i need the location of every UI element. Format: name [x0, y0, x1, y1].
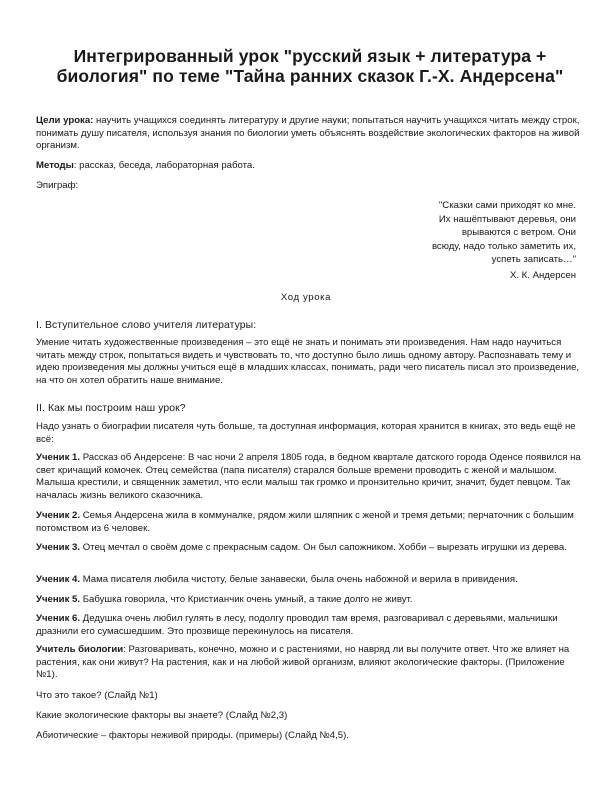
document-title: Интегрированный урок "русский язык + литература + биология" по теме "Тайна ранних сказок Г.-Х. Андерсена" [56, 46, 564, 86]
student-5-label: Ученик 5. [36, 594, 81, 605]
epigraph-quote [326, 199, 576, 267]
student-2-text: Семья Андерсена жила в коммуналке, рядом жили шляпник с женой и тремя детьми; перчаточник с большим потомством из 6 человек. [36, 510, 574, 534]
section2-heading: II. Как мы построим наш урок? [36, 403, 186, 414]
epigraph-label: Эпиграф: [36, 180, 79, 191]
goals-label: Цели урока: [36, 115, 94, 126]
student-4-text: Мама писателя любила чистоту, белые занавески, была очень набожной и верила в привидения. [80, 574, 518, 585]
section1-text: Умение читать художественные произведения – это ещё не знать и понимать эти произведения. Нам надо научиться читать между строк, попытаться видеть и чувствовать то, что доступно было лишь одному автору. Распознавать тему и идею произведения мы должны учиться ещё в младших классах, понимать, ради чего писатель писал это произведение, на что он хотел обратить наше внимание. [36, 337, 580, 386]
student-1-text: Рассказ об Андерсене: В час ночи 2 апреля 1805 года, в бедном квартале датского города Оденсе появился на свет кричащий комочек. Отец семейства (папа писателя) старался больше времени проводить с женой и малышом. Малыша крестили, и священник заметил, что если малыш так громко и пронзительно кричит, значит, будет певцом. Так началась жизнь великого сказочника. [36, 452, 581, 501]
student-6-text: Дедушка очень любил гулять в лесу, подолгу проводил там время, разговаривал с деревьями, мальчишки дразнили его сумасшедшим. Это прозвище перекинулось на писателя. [36, 613, 558, 637]
goals-paragraph [36, 115, 584, 153]
epigraph-line: "Сказки сами приходят ко мне. [438, 200, 576, 211]
question-1: Что это такое? (Слайд №1) [36, 690, 158, 701]
question-2: Какие экологические факторы вы знаете? (Слайд №2,3) [36, 710, 288, 721]
epigraph-line: врываются с ветром. Они [461, 227, 576, 239]
epigraph-author: Х. К. Андерсен [509, 270, 576, 281]
student-2-paragraph [36, 510, 584, 535]
student-3-text: Отец мечтал о своём доме с прекрасным садом. Он был сапожником. Хобби – вырезать игрушки из дерева. [80, 542, 567, 553]
epigraph-line: успеть записать…" [491, 254, 576, 266]
biology-teacher-paragraph [36, 644, 584, 682]
student-3-label: Ученик 3. [36, 542, 81, 553]
biology-teacher-label: Учитель биологии [36, 644, 124, 655]
epigraph-line: Их нашёптывают деревья, они [438, 213, 576, 225]
lesson-heading: Ход урока [280, 292, 332, 303]
section2-text: Надо узнать о биографии писателя чуть больше, та доступная информация, которая хранится в книгах, это ведь ещё не всё: [36, 421, 576, 445]
methods-text: : рассказ, беседа, лабораторная работа. [73, 160, 255, 171]
epigraph-line: всюду, надо только заметить их, [431, 240, 576, 252]
student-4-label: Ученик 4. [36, 574, 81, 585]
student-2-label: Ученик 2. [36, 510, 81, 521]
student-3-paragraph [36, 542, 584, 555]
methods-label: Методы [36, 160, 74, 171]
section1-heading: I. Вступительное слово учителя литературы: [36, 320, 257, 331]
student-5-paragraph [36, 594, 584, 607]
student-6-label: Ученик 6. [36, 613, 81, 624]
methods-paragraph [36, 160, 584, 173]
student-1-label: Ученик 1. [36, 452, 81, 463]
question-3: Абиотические – факторы неживой природы. (примеры) (Слайд №4,5). [36, 730, 349, 741]
student-5-text: Бабушка говорила, что Кристианчик очень умный, а такие долго не живут. [80, 594, 413, 605]
goals-text: научить учащихся соединять литературу и другие науки; попытаться научить учащихся читать между строк, понимать душу писателя, используя знания по биологии уметь объяснять воздействие экологических факторов на живой организм. [36, 115, 580, 152]
student-1-paragraph [36, 452, 584, 502]
biology-teacher-text: : Разговаривать, конечно, можно и с растениями, но навряд ли вы получите ответ. Что же влияет на растения, как они живут? На растения, как и на любой живой организм, влияют экологические факторы. (Приложение №1). [36, 644, 570, 681]
student-6-paragraph [36, 613, 584, 638]
student-4-paragraph [36, 574, 584, 587]
